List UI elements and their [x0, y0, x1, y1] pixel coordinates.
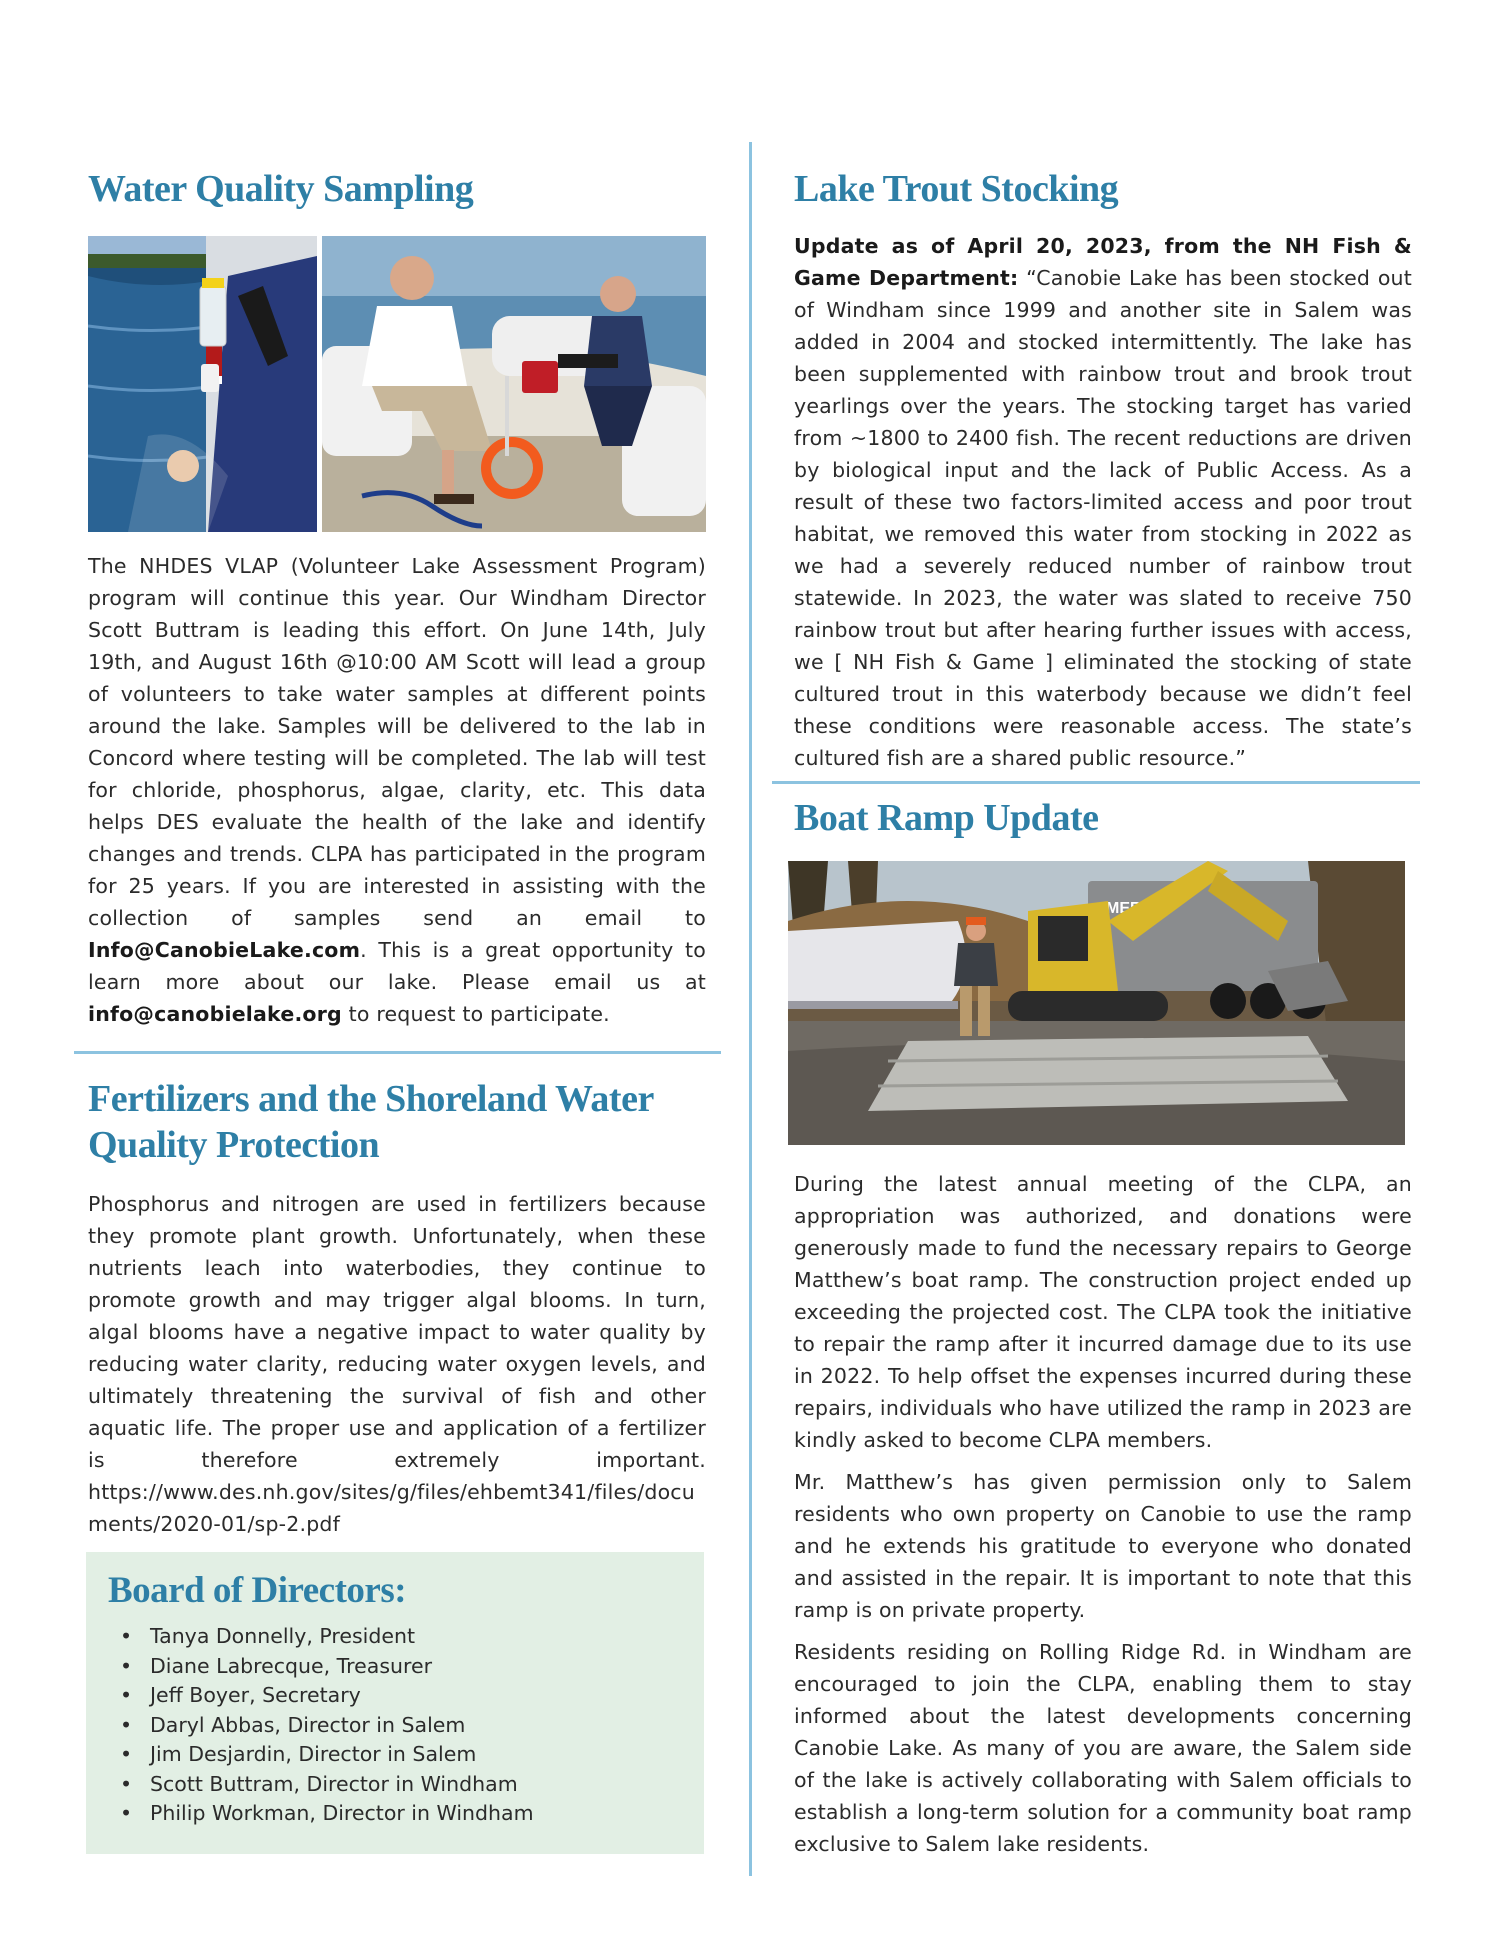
boat-ramp-image	[788, 861, 1405, 1145]
trout-paragraph	[794, 230, 1412, 774]
board-member: • Scott Buttram, Director in Windham	[108, 1770, 534, 1800]
trout-section	[794, 166, 1412, 774]
board-member: • Daryl Abbas, Director in Salem	[108, 1711, 534, 1741]
water-quality-body	[88, 550, 706, 1030]
boat-ramp-title: Boat Ramp Update	[794, 797, 1099, 839]
trout-body: “Canobie Lake has been stocked out of Windham since 1999 and another site in Salem was added in 2004 and stocked intermittently. The lake has been supplemented with rainbow trout and brook trout yearlings over the years. The stocking target has varied from ~1800 to 2400 fish. The recent reductions are driven by biological input and the lack of Public Access. As a result of these two factors-limited access and poor trout habitat, we removed this water from stocking in 2022 as we had a severely reduced number of rainbow trout statewide. In 2023, the water was slated to receive 750 rainbow trout but after hearing further issues with access, we [ NH Fish & Game ] eliminated the stocking of state cultured trout in this waterbody because we didn’t feel these conditions were reasonable access. The state’s cultured fish are a shared public resource.”	[794, 266, 1412, 770]
boat-ramp-section	[794, 795, 1412, 841]
trout-update-lead: Update as of April 20, 2023, from the NH Fish & Game Department:	[794, 234, 1412, 290]
board-member: • Philip Workman, Director in Windham	[108, 1799, 534, 1829]
board-of-directors-box	[86, 1552, 704, 1854]
boat-ramp-paragraph-2: Mr. Matthew’s has given permission only to Salem residents who own property on Canobie to use the ramp and he extends his gratitude to everyone who donated and assisted in the repair. It is important to note that this ramp is on private property.	[794, 1470, 1412, 1622]
fertilizers-body: Phosphorus and nitrogen are used in fertilizers because they promote plant growth. Unfortunately, when these nutrients leach into waterbodies, they continue to promote growth and may trigger algal blooms. In turn, algal blooms have a negative impact to water quality by reducing water clarity, reducing water oxygen levels, and ultimately threatening the survival of fish and other aquatic life. The proper use and application of a fertilizer is therefore extremely important. https://www.des.nh.gov/sites/g/files/ehbemt341/files/documents/2020-01/sp-2.pdf	[88, 1192, 706, 1536]
boat-ramp-paragraph-1: During the latest annual meeting of the CLPA, an appropriation was authorized, and donations were generously made to fund the necessary repairs to George Matthew’s boat ramp. The construction project ended up exceeding the projected cost. The CLPA took the initiative to repair the ramp after it incurred damage due to its use in 2022. To help offset the expenses incurred during these repairs, individuals who have utilized the ramp in 2023 are kindly asked to become CLPA members.	[794, 1172, 1412, 1452]
email-link-1[interactable]: Info@CanobieLake.com	[88, 938, 361, 962]
water-quality-title: Water Quality Sampling	[88, 168, 474, 210]
water-quality-text-2: . This is a great opportunity to learn more about our lake. Please email us at	[88, 938, 706, 994]
board-members-list	[108, 1622, 534, 1829]
trout-title: Lake Trout Stocking	[794, 168, 1119, 210]
boat-ramp-photo	[788, 861, 1405, 1145]
water-quality-text-1: The NHDES VLAP (Volunteer Lake Assessment Program) program will continue this year. Our Windham Director Scott Buttram is leading this effort. On June 14th, July 19th, and August 16th @10:00 AM Scott will lead a group of volunteers to take water samples at different points around the lake. Samples will be delivered to the lab in Concord where testing will be completed. The lab will test for chloride, phosphorus, algae, clarity, etc. This data helps DES evaluate the health of the lake and identify changes and trends. CLPA has participated in the program for 25 years. If you are interested in assisting with the collection of samples send an email to	[88, 554, 706, 930]
board-member: • Diane Labrecque, Treasurer	[108, 1652, 534, 1682]
water-sampling-photo-2	[322, 236, 706, 532]
water-sampling-image-2	[322, 236, 706, 532]
section-rule-right	[772, 781, 1420, 784]
water-quality-section	[88, 166, 706, 212]
fertilizers-title-line-2: Quality Protection	[88, 1124, 380, 1166]
water-sampling-image-1	[88, 236, 317, 532]
section-rule-left	[74, 1051, 721, 1054]
board-member: • Tanya Donnelly, President	[108, 1622, 534, 1652]
water-sampling-photo-1	[88, 236, 317, 532]
board-member: • Jeff Boyer, Secretary	[108, 1681, 534, 1711]
water-quality-paragraph	[88, 550, 706, 1030]
board-member: • Jim Desjardin, Director in Salem	[108, 1740, 534, 1770]
fertilizers-section	[88, 1076, 706, 1540]
email-link-2[interactable]: info@canobielake.org	[88, 1002, 342, 1026]
boat-ramp-paragraph-3: Residents residing on Rolling Ridge Rd. in Windham are encouraged to join the CLPA, enabling them to stay informed about the latest developments concerning Canobie Lake. As many of you are aware, the Salem side of the lake is actively collaborating with Salem officials to establish a long-term solution for a community boat ramp exclusive to Salem lake residents.	[794, 1640, 1412, 1856]
column-divider	[749, 142, 752, 1876]
water-quality-text-3: to request to participate.	[341, 1002, 610, 1026]
fertilizers-title-line-1: Fertilizers and the Shoreland Water	[88, 1078, 654, 1120]
boat-ramp-body	[794, 1168, 1412, 1860]
board-title: Board of Directors:	[108, 1570, 407, 1611]
